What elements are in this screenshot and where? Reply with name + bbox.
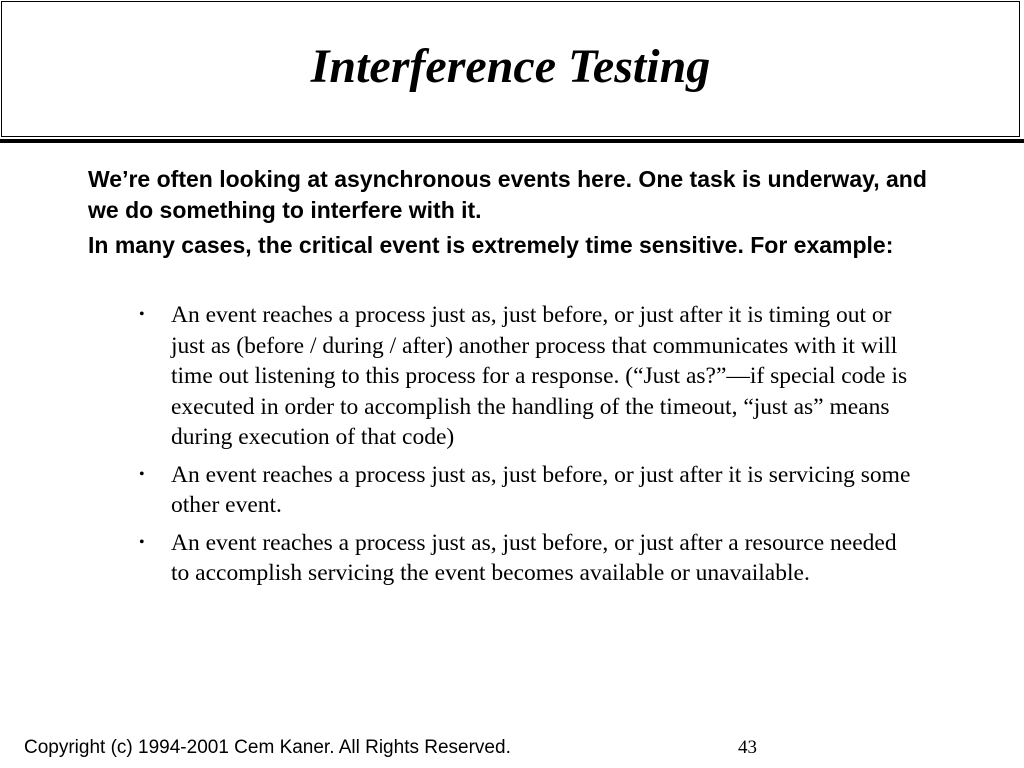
bullet-text: An event reaches a process just as, just before, or just after it is servicing some other event. [171, 461, 911, 518]
bullet-dot-icon: • [139, 465, 145, 483]
slide-title: Interference Testing [310, 39, 711, 93]
title-box [1, 1, 1020, 137]
bullet-dot-icon: • [139, 306, 145, 323]
bullet-item [136, 460, 916, 521]
bullet-list [136, 300, 916, 596]
intro-paragraph: We’re often looking at asynchronous events here. One task is underway, and we do something to interfere with it. [88, 166, 927, 223]
bullet-dot-icon: • [139, 533, 145, 551]
bullet-text: An event reaches a process just as, just before, or just after a resource needed to accomplish servicing the event becomes available or unavailable. [171, 529, 897, 586]
footer-copyright: Copyright (c) 1994-2001 Cem Kaner. All Rights Reserved. [24, 737, 511, 758]
example-paragraph: In many cases, the critical event is extremely time sensitive. For example: [88, 232, 894, 258]
bullet-item [136, 528, 916, 589]
title-divider [0, 139, 1024, 143]
bullet-text: An event reaches a process just as, just before, or just after it is timing out or just as (before / during / after) another process that communicates with it will time out listening to this process for a response. (“Just as?”—if special code is executed in order to accomplish the handling of the timeout, “just as” means during execution of that code) [171, 302, 908, 450]
bullet-item [136, 300, 916, 453]
page-number: 43 [738, 737, 757, 758]
